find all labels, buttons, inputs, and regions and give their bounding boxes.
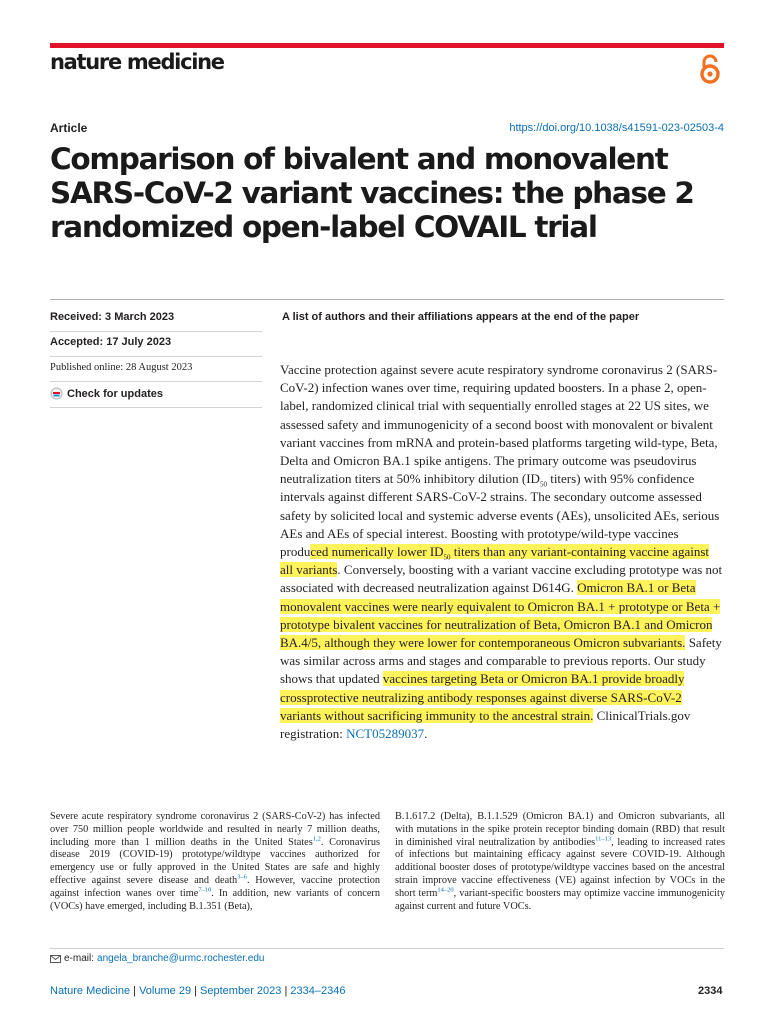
body-column-1 (50, 811, 380, 913)
meta-divider (50, 407, 262, 408)
abstract (280, 361, 724, 743)
registration-link[interactable]: NCT05289037 (346, 726, 425, 742)
footer-separator: | (281, 985, 291, 997)
highlighted-text: titers than any variant-containing vaccine against all variants (280, 544, 710, 578)
contact-line (50, 953, 265, 964)
body-text: Severe acute respiratory syndrome coronavirus 2 (SARS-CoV-2) has infected over 750 million people worldwide and resulted in nearly 7 million deaths, including more than 1 million deaths in the United States (50, 811, 380, 848)
accepted-date: Accepted: 17 July 2023 (50, 336, 172, 348)
email-label: e-mail: (64, 953, 95, 964)
footer-separator: | (191, 985, 201, 997)
article-title: Comparison of bivalent and monovalent SARS-CoV-2 variant vaccines: the phase 2 randomized open-label COVAIL trial (50, 142, 694, 244)
body-text: B.1.617.2 (Delta), B.1.1.529 (Omicron BA.1) and Omicron subvariants, all with mutations in the spike protein receptor binding domain (RBD) that result in diminished viral neutralization by antibodies (395, 811, 725, 848)
check-for-updates-icon (50, 387, 63, 400)
abstract-text: titers) with 95% confidence intervals against different SARS-CoV-2 strains. The secondary outcome assessed safety by solicited local and systemic adverse events (AEs), unsolicited AEs, serious AEs and AEs of special interest. Boosting with prototype/wild-type vaccines produ (280, 471, 720, 560)
citation-link[interactable]: 1,2 (312, 835, 321, 843)
abstract-text: Safety was similar across arms and stages and comparable to previous reports. Our study shows that updated (280, 635, 722, 687)
doi-link[interactable]: https://doi.org/10.1038/s41591-023-02503-4 (509, 122, 724, 134)
abstract-text: . Conversely, boosting with a variant vaccine excluding prototype was not associated with decreased neutralization against D614G. (280, 562, 723, 596)
footer-date: September 2023 (200, 985, 282, 997)
citation-link[interactable]: 3–6 (237, 873, 247, 881)
footer (50, 985, 723, 997)
subscript: 50 (443, 553, 451, 562)
article-type: Article (50, 121, 88, 135)
meta-divider (50, 356, 262, 357)
footer-separator: | (130, 985, 140, 997)
email-link[interactable]: angela_branche@urmc.rochester.edu (97, 953, 265, 964)
citation-link[interactable]: 11–13 (595, 835, 612, 843)
journal-logo[interactable]: nature medicine (50, 50, 224, 74)
footer-journal: Nature Medicine (50, 985, 131, 997)
abstract-text: ClinicalTrials.gov registration: (280, 707, 691, 742)
highlighted-text: ced numerically lower ID (310, 544, 444, 560)
authors-note: A list of authors and their affiliations appears at the end of the paper (282, 311, 640, 323)
highlight: Omicron BA.1 or Beta monovalent vaccines were nearly equivalent to Omicron BA.1 + prototype or Beta + prototype bivalent vaccines for neutralization of Beta, Omicron BA.1 and Omicron BA.4/5, although they were lower for contemporaneous Omicron subvariants. (280, 580, 721, 651)
check-for-updates-button[interactable] (50, 387, 163, 400)
highlight: vaccines targeting Beta or Omicron BA.1 provide broadly crossprotective neutralizing antibody responses against diverse SARS-CoV-2 variants without sacrificing immunity to the ancestral strain. (280, 671, 685, 723)
citation-link[interactable]: 7–10 (198, 886, 212, 894)
received-date: Received: 3 March 2023 (50, 311, 175, 323)
subscript: 50 (539, 480, 547, 489)
abstract-text: . (424, 726, 428, 742)
citation-link[interactable]: 14–20 (437, 886, 454, 894)
journal-header-bar (50, 43, 724, 48)
page-number: 2334 (698, 985, 723, 997)
meta-divider (50, 381, 262, 382)
title-divider (50, 299, 724, 300)
footer-volume: Volume 29 (139, 985, 192, 997)
body-column-2 (395, 811, 725, 913)
check-for-updates-label: Check for updates (67, 387, 163, 400)
body-text: , variant-specific boosters may optimize vaccine immunogenicity against current and future VOCs. (395, 887, 725, 912)
contact-divider (50, 948, 724, 949)
body-text: , leading to increased rates of infections but maintaining efficacy against severe COVID-19. Although additional booster doses of prototype/wildtype vaccines based on the ancestral strain improve vaccine effectiveness (VE) against infection by VOCs in the short term (395, 836, 725, 899)
envelope-icon (50, 955, 61, 963)
published-date: Published online: 28 August 2023 (50, 362, 193, 373)
body-text: . In addition, new variants of concern (VOCs) have emerged, including B.1.351 (Beta), (50, 887, 380, 912)
open-access-lock-icon[interactable] (698, 53, 722, 85)
meta-divider (50, 331, 262, 332)
body-text: . Coronavirus disease 2019 (COVID-19) prototype/wildtype vaccines authorized for emergency use or fully approved in the United States are safe and highly effective against severe disease and death (50, 836, 380, 886)
footer-pages: 2334–2346 (290, 985, 346, 997)
abstract-text: Vaccine protection against severe acute respiratory syndrome coronavirus 2 (SARS-CoV-2) infection wanes over time, requiring updated boosters. In a phase 2, open-label, randomized clinical trial with sequentially enrolled stages at 22 US sites, we assessed safety and immunogenicity of a second boost with monovalent or bivalent variant vaccines from mRNA and protein-based platforms targeting wild-type, Beta, Delta and Omicron BA.1 spike antigens. The primary outcome was pseudovirus neutralization titers at 50% inhibitory dilution (ID (280, 362, 718, 487)
body-text: . However, vaccine protection against infection wanes over time (50, 874, 380, 899)
